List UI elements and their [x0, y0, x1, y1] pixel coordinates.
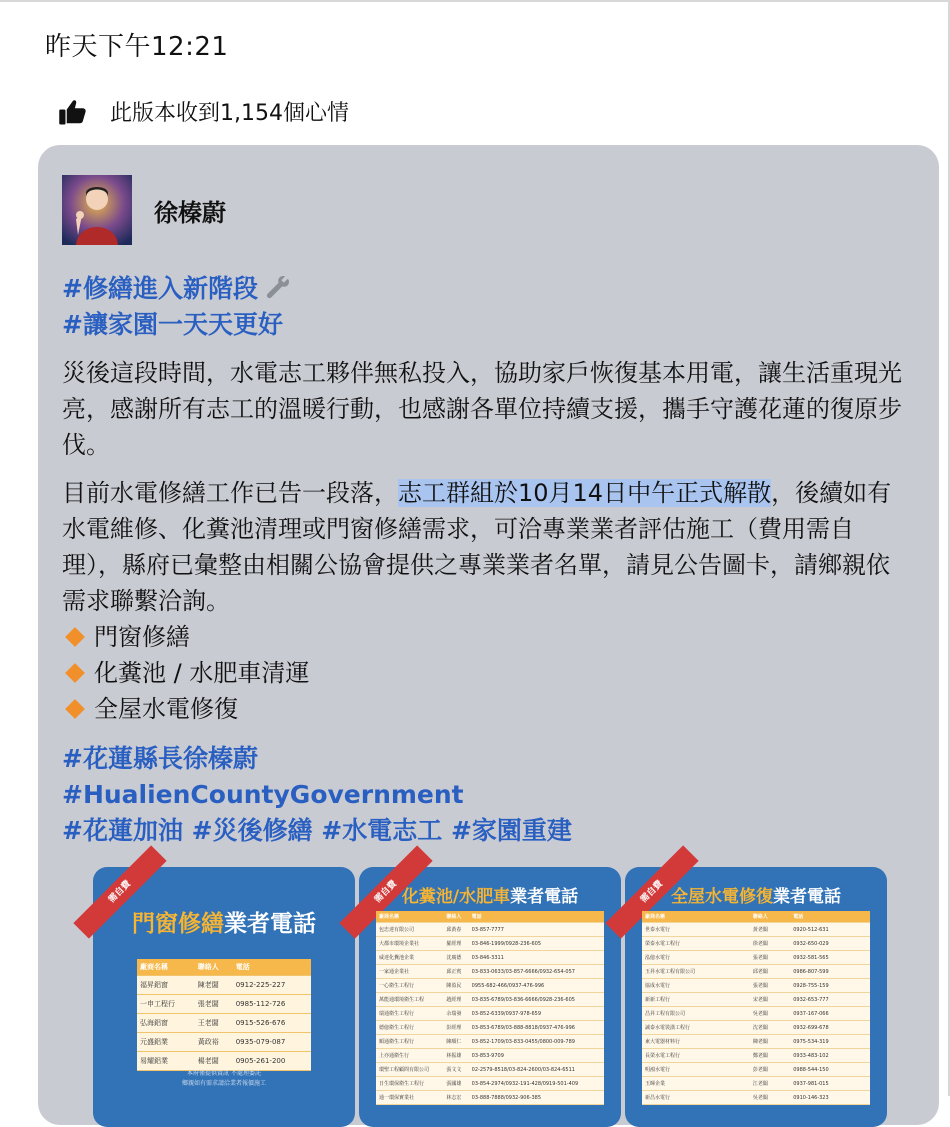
self-paid-ribbon: 需自費 — [605, 845, 698, 938]
table-row — [376, 1049, 604, 1063]
orange-diamond-icon — [65, 699, 85, 719]
like-icon — [58, 97, 88, 127]
table-cell: 03-854-2974/0932-191-428/0919-501-409 — [469, 1077, 604, 1091]
list-item — [62, 691, 309, 727]
table-row — [642, 1049, 870, 1063]
list-item-label: 化糞池 / 水肥車清運 — [94, 659, 310, 687]
table-cell: 瑞通衛生工程行 — [376, 1007, 443, 1021]
table-cell: 03-846-1999/0928-236-605 — [469, 937, 604, 951]
column-header: 聯絡人 — [195, 959, 233, 976]
self-paid-ribbon: 需自費 — [339, 845, 432, 938]
vendor-table — [137, 959, 311, 1071]
table-row — [137, 976, 311, 995]
title-accent: 全屋水電修復 — [671, 887, 773, 907]
image-card-plumbing[interactable] — [625, 867, 887, 1127]
table-cell: 趙經理 — [443, 993, 468, 1007]
table-row — [642, 1077, 870, 1091]
hashtag-link[interactable]: #HualienCountyGovernment — [62, 780, 464, 809]
table-row — [137, 1052, 311, 1071]
table-cell: 上亦通衛生行 — [376, 1049, 443, 1063]
hashtag-link[interactable]: #花蓮加油 #災後修繕 #水電志工 #家園重建 — [62, 816, 572, 845]
reaction-count-text: 此版本收到1,154個心情 — [110, 101, 349, 126]
table-cell: 徐老闆 — [750, 937, 790, 951]
author-name[interactable]: 徐榛蔚 — [154, 198, 226, 227]
table-cell: 0935-079-087 — [233, 1033, 311, 1052]
table-cell: 0975-534-319 — [790, 1035, 870, 1049]
highlighted-text: 志工群組於10月14日中午正式解散 — [398, 479, 772, 507]
table-cell: 0955-682-466/0937-476-996 — [469, 979, 604, 993]
list-item — [62, 655, 309, 691]
table-header-row — [642, 911, 870, 923]
table-row — [642, 1091, 870, 1105]
table-cell: 03-833-0633/03-857-6666/0932-654-057 — [469, 965, 604, 979]
column-header: 電話 — [469, 911, 604, 923]
table-row — [642, 979, 870, 993]
table-cell: 明鴻水電行 — [642, 1063, 750, 1077]
table-cell: 張老闆 — [195, 995, 233, 1014]
table-cell: 0937-167-066 — [790, 1007, 870, 1021]
table-cell: 彭經理 — [443, 1021, 468, 1035]
post-author[interactable] — [62, 175, 226, 245]
table-cell: 0928-755-159 — [790, 979, 870, 993]
hashtag-link[interactable]: #修繕進入新階段 — [62, 274, 258, 303]
table-cell: 0905-261-200 — [233, 1052, 311, 1071]
list-item-label: 門窗修繕 — [94, 623, 190, 651]
table-cell: 羅經理 — [443, 937, 468, 951]
table-cell: 昌昇工程有限公司 — [642, 1007, 750, 1021]
table-row — [642, 1063, 870, 1077]
image-card-footnote — [93, 1069, 355, 1089]
table-row — [137, 1033, 311, 1052]
table-cell: 03-852-1709/03-833-0455/0800-009-789 — [469, 1035, 604, 1049]
table-cell: 0986-807-599 — [790, 965, 870, 979]
table-cell: 0932-653-777 — [790, 993, 870, 1007]
column-header: 廠商名稱 — [137, 959, 195, 976]
paragraph-text: 目前水電修繕工作已告一段落， — [62, 479, 398, 507]
table-cell: 協成水電行 — [642, 979, 750, 993]
table-cell: 0933-483-102 — [790, 1049, 870, 1063]
table-cell: 新新工程行 — [642, 993, 750, 1007]
table-cell: 楊老闆 — [195, 1052, 233, 1071]
table-cell: 世泰水電行 — [642, 923, 750, 937]
table-cell: 易耀鋁業 — [137, 1052, 195, 1071]
table-cell: 03-846-3311 — [469, 951, 604, 965]
table-cell: 張文文 — [443, 1063, 468, 1077]
table-row — [642, 951, 870, 965]
table-cell: 0910-146-323 — [790, 1091, 870, 1105]
table-row — [376, 1063, 604, 1077]
table-cell: 03-835-6789/03-836-6666/0928-236-605 — [469, 993, 604, 1007]
title-accent: 門窗修繕 — [132, 911, 224, 937]
table-row — [642, 923, 870, 937]
table-cell: 包忠達有限公司 — [376, 923, 443, 937]
table-cell: 余瑞發 — [443, 1007, 468, 1021]
hashtag-link[interactable]: #讓家園一天天更好 — [62, 310, 283, 339]
title-rest: 業者電話 — [224, 911, 316, 937]
table-cell: 0932-581-565 — [790, 951, 870, 965]
table-cell: 03-857-7777 — [469, 923, 604, 937]
table-cell: 林振雄 — [443, 1049, 468, 1063]
table-cell: 王老闆 — [195, 1014, 233, 1033]
table-row — [376, 965, 604, 979]
table-cell: 黃老闆 — [750, 923, 790, 937]
hashtag-line-1 — [62, 269, 292, 305]
column-header: 廠商名稱 — [642, 911, 750, 923]
table-cell: 順通衛生工程行 — [376, 1035, 443, 1049]
list-item-label: 全屋水電修復 — [94, 695, 238, 723]
column-header: 聯絡人 — [443, 911, 468, 923]
table-cell: 榮泰水電工程行 — [642, 937, 750, 951]
table-cell: 0920-512-631 — [790, 923, 870, 937]
table-cell: 0912-225-227 — [233, 976, 311, 995]
table-cell: 吳老闆 — [750, 1091, 790, 1105]
table-cell: 日生環保衛生工程行 — [376, 1077, 443, 1091]
table-header-row — [376, 911, 604, 923]
table-cell: 林志宏 — [443, 1091, 468, 1105]
vendor-table — [376, 911, 604, 1105]
table-cell: 一心衛生工程行 — [376, 979, 443, 993]
table-cell: 邱老闆 — [750, 965, 790, 979]
hashtag-link[interactable]: #花蓮縣長徐榛蔚 — [62, 744, 258, 773]
image-card-title — [359, 882, 621, 907]
table-row — [642, 1007, 870, 1021]
table-cell: 沈老闆 — [750, 1021, 790, 1035]
post-paragraph-1: 災後這段時間，水電志工夥伴無私投入，協助家戶恢復基本用電，讓生活重現光亮，感謝所有志工的溫暖行動，也感謝各單位持續支援，攜手守護花蓮的復原步伐。 — [62, 359, 902, 459]
table-row — [376, 1035, 604, 1049]
title-rest: 業者電話 — [773, 887, 841, 907]
table-cell: 元盛鋁業 — [137, 1033, 195, 1052]
table-cell: 吳老闆 — [750, 1007, 790, 1021]
table-cell: 萬能通環境衛生工程 — [376, 993, 443, 1007]
table-cell: 福昇鋁窗 — [137, 976, 195, 995]
column-header: 廠商名稱 — [376, 911, 443, 923]
table-row — [376, 1077, 604, 1091]
version-timestamp: 昨天下午12:21 — [45, 32, 229, 62]
wrench-icon — [262, 272, 292, 302]
hashtag-block — [62, 741, 572, 849]
table-cell: 0932-650-029 — [790, 937, 870, 951]
table-cell: 宋老闆 — [750, 993, 790, 1007]
table-cell: 德億衛生工程行 — [376, 1021, 443, 1035]
title-rest: 業者電話 — [510, 887, 579, 907]
table-row — [376, 923, 604, 937]
table-header-row — [137, 959, 311, 976]
self-paid-ribbon: 需自費 — [73, 845, 166, 938]
table-row — [376, 951, 604, 965]
column-header: 電話 — [790, 911, 870, 923]
image-card-title — [625, 882, 887, 907]
table-cell: 大都市環境企業社 — [376, 937, 443, 951]
orange-diamond-icon — [65, 663, 85, 683]
table-row — [376, 1091, 604, 1105]
table-cell: 0915-526-676 — [233, 1014, 311, 1033]
table-row — [137, 1014, 311, 1033]
paragraph-text: ，後續如有水電維修、化糞池清理或門窗修繕需求，可洽專業業者評估施工（費用需自理），縣府已彙整由相關公協會提供之專業業者名單，請見公告圖卡，請鄉親依需求聯繫洽詢。 — [62, 479, 892, 615]
post-paragraph-2 — [62, 475, 912, 619]
table-row — [376, 937, 604, 951]
top-divider — [0, 0, 950, 2]
reaction-summary[interactable] — [58, 96, 349, 127]
table-cell: 03-853-6789/03-888-8818/0937-476-996 — [469, 1021, 604, 1035]
table-row — [376, 1007, 604, 1021]
table-row — [642, 937, 870, 951]
vendor-table — [642, 911, 870, 1105]
table-row — [376, 1021, 604, 1035]
table-cell: 江老闆 — [750, 1077, 790, 1091]
image-card-title — [93, 905, 355, 938]
table-cell: 0937-981-015 — [790, 1077, 870, 1091]
table-cell: 沈廣德 — [443, 951, 468, 965]
table-cell: 03-853-9709 — [469, 1049, 604, 1063]
list-item — [62, 619, 309, 655]
table-cell: 一家通企業社 — [376, 965, 443, 979]
table-cell: 邱正賓 — [443, 965, 468, 979]
table-cell: 誠泰水電裝潢工程行 — [642, 1021, 750, 1035]
table-cell: 陳順仁 — [443, 1035, 468, 1049]
table-cell: 玉暉企業 — [642, 1077, 750, 1091]
table-cell: 弘海鋁窗 — [137, 1014, 195, 1033]
table-cell: 環聖工程顧問有限公司 — [376, 1063, 443, 1077]
table-cell: 02-2579-8518/03-824-2600/03-824-6511 — [469, 1063, 604, 1077]
table-row — [642, 1021, 870, 1035]
table-cell: 一申工程行 — [137, 995, 195, 1014]
table-cell: 東大電器材料行 — [642, 1035, 750, 1049]
table-cell: 陳老闆 — [195, 976, 233, 995]
table-row — [642, 965, 870, 979]
service-list — [62, 619, 309, 727]
table-cell: 邱黃春 — [443, 923, 468, 937]
hashtag-line-2 — [62, 305, 283, 341]
table-cell: 黃政裕 — [195, 1033, 233, 1052]
table-cell: 威達化糞池企業 — [376, 951, 443, 965]
table-cell: 0932-699-678 — [790, 1021, 870, 1035]
orange-diamond-icon — [65, 627, 85, 647]
table-cell: 張老闆 — [750, 951, 790, 965]
table-cell: 彭老闆 — [750, 1063, 790, 1077]
footnote-line: 鄉親如有需求請洽業者報價施工 — [181, 1080, 266, 1087]
column-header: 電話 — [233, 959, 311, 976]
image-card-septic[interactable] — [359, 867, 621, 1127]
table-row — [642, 1035, 870, 1049]
table-row — [376, 979, 604, 993]
avatar[interactable] — [62, 175, 132, 245]
title-accent: 化糞池/水肥車 — [401, 887, 511, 907]
table-row — [137, 995, 311, 1014]
table-cell: 張老闆 — [750, 979, 790, 993]
table-cell: 通一環保實業社 — [376, 1091, 443, 1105]
table-cell: 玉昇水電工程有限公司 — [642, 965, 750, 979]
table-cell: 鄭老闆 — [750, 1049, 790, 1063]
table-cell: 03-852-6339/0937-978-659 — [469, 1007, 604, 1021]
table-cell: 0988-544-150 — [790, 1063, 870, 1077]
table-cell: 張國雄 — [443, 1077, 468, 1091]
column-header: 聯絡人 — [750, 911, 790, 923]
table-cell: 0985-112-726 — [233, 995, 311, 1014]
table-cell: 長榮水電工程行 — [642, 1049, 750, 1063]
image-card-window-repair[interactable] — [93, 867, 355, 1127]
table-cell: 新昌水電行 — [642, 1091, 750, 1105]
table-row — [376, 993, 604, 1007]
table-cell: 03-888-7888/0932-906-385 — [469, 1091, 604, 1105]
table-cell: 泓億水電行 — [642, 951, 750, 965]
post-card — [38, 145, 939, 1125]
table-row — [642, 993, 870, 1007]
footnote-line: 本府僅提供資訊 不處理委託 — [187, 1070, 261, 1077]
table-cell: 陳盈民 — [443, 979, 468, 993]
table-cell: 陳老闆 — [750, 1035, 790, 1049]
